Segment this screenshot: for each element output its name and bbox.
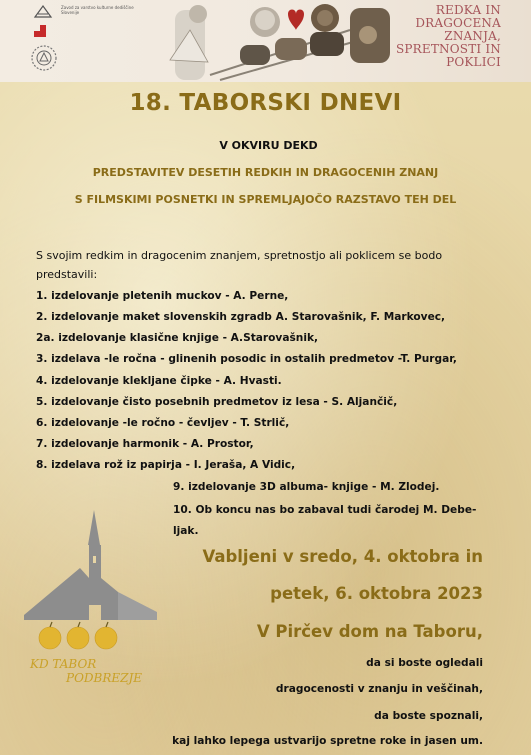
logo-text-line1: KD TABOR xyxy=(30,657,97,671)
subtitle-dekd: V OKVIRU DEKD xyxy=(219,139,318,152)
heritage-days-logo-icon xyxy=(30,44,58,72)
invite-venue: V Pirčev dom na Taboru, xyxy=(256,622,483,641)
list-item: 2a. izdelovanje klasične knjige - A.Starovašnik, xyxy=(36,332,319,344)
institute-name: Zavod za varstvo kulturne dediščine Slovenije xyxy=(61,5,134,15)
list-item: 9. izdelovanje 3D albuma- knjige - M. Zlodej. xyxy=(173,481,440,493)
logo-text-line2: PODBREZJE xyxy=(66,671,143,685)
list-item: 7. izdelovanje harmonik - A. Prostor, xyxy=(36,438,254,450)
invite-line: Vabljeni v sredo, 4. oktobra in xyxy=(202,547,483,566)
list-item: 2. izdelovanje maket slovenskih zgradb A. Starovašnik, F. Markovec, xyxy=(36,311,446,323)
red-square-logo-icon xyxy=(33,24,47,38)
list-item: 3. izdelava -le ročna - glinenih posodic in ostalih predmetov -T. Purgar, xyxy=(36,353,457,365)
tagline-line: REDKA IN xyxy=(435,3,501,17)
closing-line: da si boste ogledali xyxy=(366,657,483,669)
closing-line: dragocenosti v znanju in veščinah, xyxy=(275,683,483,695)
tagline-line: POKLICI xyxy=(446,55,501,69)
invite-line: petek, 6. oktobra 2023 xyxy=(270,584,483,603)
closing-line: da boste spoznali, xyxy=(374,710,483,722)
institute-logo-icon xyxy=(33,4,53,18)
list-item: 4. izdelovanje klekljane čipke - A. Hvasti. xyxy=(36,375,282,387)
closing-line: kaj lahko lepega ustvarijo spretne roke in jasen um. xyxy=(172,735,483,747)
list-item: 1. izdelovanje pletenih muckov - A. Perne, xyxy=(36,290,289,302)
tagline-line: DRAGOCENA xyxy=(415,16,501,30)
page-title: 18. TABORSKI DNEVI xyxy=(129,90,402,116)
tagline-line: SPRETNOSTI IN xyxy=(395,42,501,56)
tagline-line: ZNANJA, xyxy=(444,29,501,43)
subtitle-exhibition: S FILMSKIMI POSNETKI IN SPREMLJAJOČO RAZSTAVO TEH DEL xyxy=(74,193,457,206)
subtitle-presentation: PREDSTAVITEV DESETIH REDKIH IN DRAGOCENIH ZNANJ xyxy=(92,166,439,179)
list-item: 8. izdelava rož iz papirja - I. Jeraša, A Vidic, xyxy=(36,459,296,471)
intro-text: S svojim redkim in dragocenim znanjem, spretnostjo ali poklicem se bodo predstavili: xyxy=(36,249,443,281)
crafts-collage-image xyxy=(150,0,395,82)
list-item: 10. Ob koncu nas bo zabaval tudi čarodej M. Debe-ljak. xyxy=(173,504,477,537)
header-banner xyxy=(0,0,531,82)
list-item: 5. izdelovanje čisto posebnih predmetov iz lesa - S. Aljančič, xyxy=(36,396,398,408)
list-item: 6. izdelovanje -le ročno - čevljev - T. Strlič, xyxy=(36,417,290,429)
tagline xyxy=(381,4,501,69)
kd-tabor-logo-icon xyxy=(22,510,162,685)
